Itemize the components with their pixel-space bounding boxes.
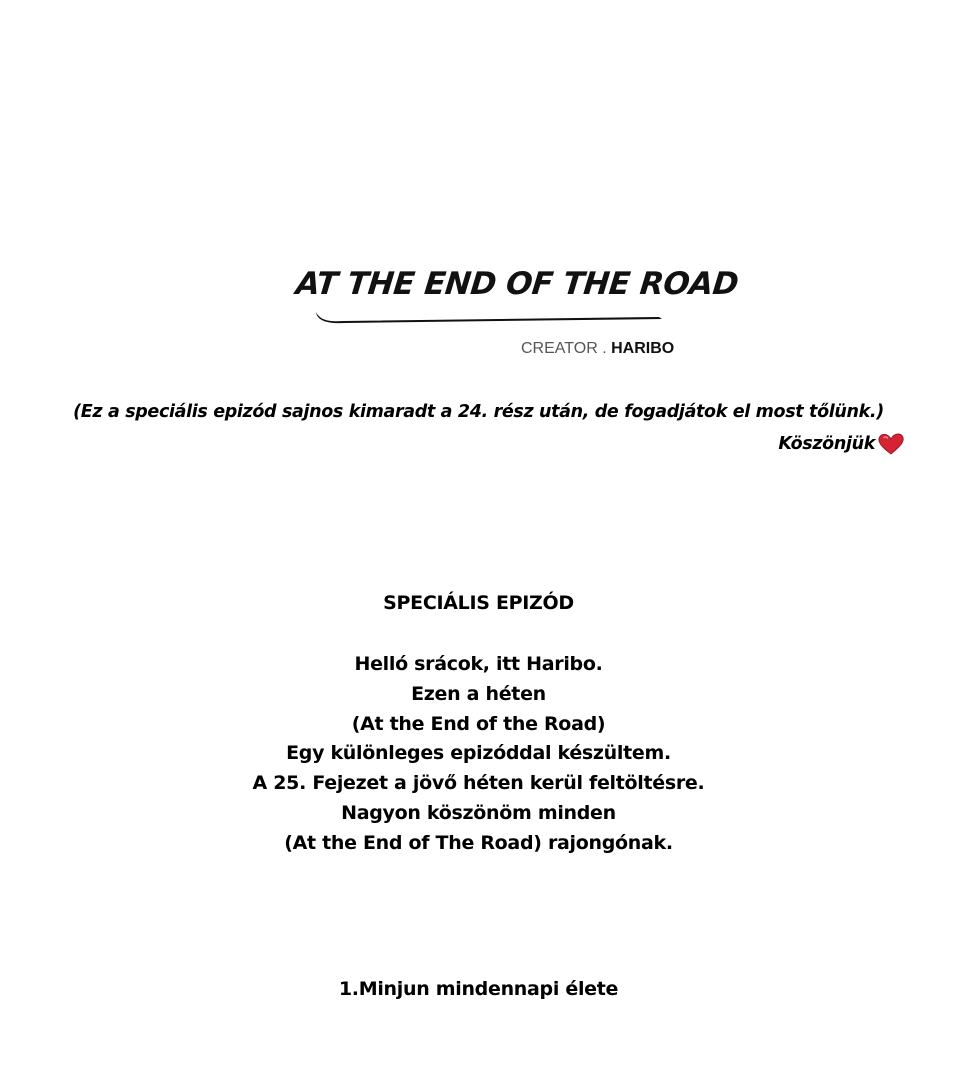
special-message — [0, 650, 957, 859]
thanks-text: Köszönjük — [778, 434, 875, 454]
message-line: Helló srácok, itt Haribo. — [354, 653, 603, 675]
message-line: Ezen a héten — [411, 682, 546, 705]
message-line: Egy különleges epizóddal készültem. — [286, 742, 671, 765]
message-line: A 25. Fejezet a jövő héten kerül feltöltésre. — [252, 772, 705, 795]
logo-underline — [314, 308, 664, 324]
message-line: Nagyon köszönöm minden — [341, 801, 616, 824]
message-line: (At the End of the Road) — [351, 712, 606, 735]
heart-icon — [877, 432, 905, 456]
message-line: (At the End of The Road) rajongónak. — [284, 831, 673, 854]
logo-title: AT THE END OF THE ROAD — [294, 266, 740, 302]
creator-credit — [521, 340, 674, 358]
notice-text: (Ez a speciális epizód sajnos kimaradt a 24. rész után, de fogadjátok el most tőlünk.) — [73, 402, 884, 422]
chapter-heading: 1.Minjun mindennapi élete — [338, 978, 619, 1000]
creator-name: HARIBO — [611, 340, 675, 357]
series-logo — [292, 262, 740, 328]
special-episode-title: SPECIÁLIS EPIZÓD — [383, 592, 574, 614]
thanks-line — [778, 432, 905, 456]
creator-label: CREATOR . — [521, 340, 612, 357]
